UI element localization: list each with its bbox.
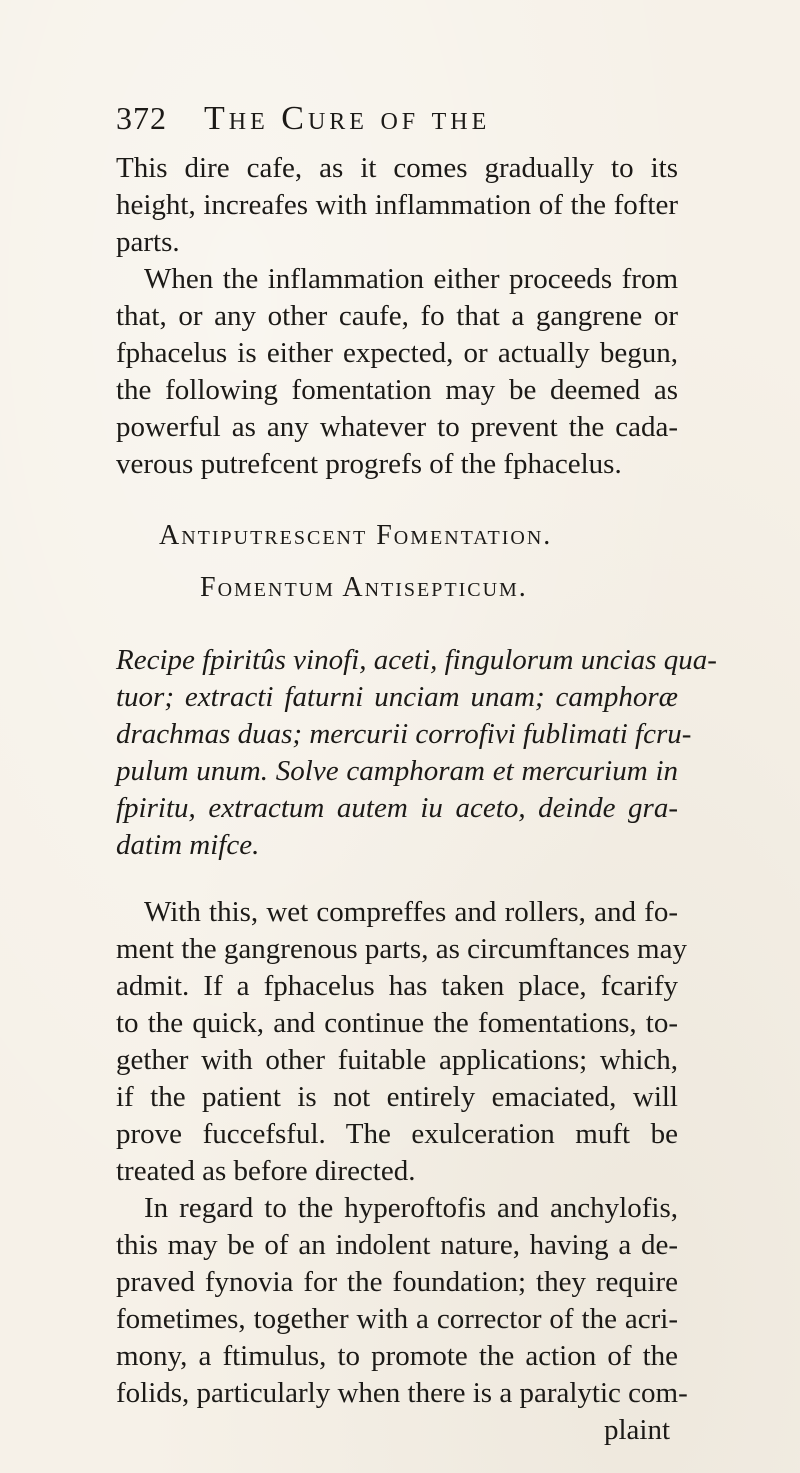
text-line: pulum unum. Solve camphoram et mercurium in: [116, 755, 678, 787]
text-line: Recipe fpiritûs vinofi, aceti, fingulorum uncias qua-: [116, 644, 717, 676]
text-line: the following fomentation may be deemed as: [116, 374, 678, 406]
paragraph-1: [116, 150, 678, 261]
text-line: ment the gangrenous parts, as circumftances may: [116, 933, 687, 965]
text-line: datim mifce.: [116, 829, 260, 861]
text-line: to the quick, and continue the fomentations, to-: [116, 1007, 678, 1039]
text-line: treated as before directed.: [116, 1155, 416, 1187]
section-heading-english: Antiputrescent Fomentation.: [159, 520, 553, 551]
text-line: admit. If a fphacelus has taken place, fcarify: [116, 970, 678, 1002]
text-line: fphacelus is either expected, or actually begun,: [116, 337, 678, 369]
section-heading-latin: Fomentum Antisepticum.: [200, 572, 528, 603]
text-line: folids, particularly when there is a paralytic com-: [116, 1377, 688, 1409]
text-line: When the inflammation either proceeds from: [144, 263, 678, 295]
text-line: prove fuccefsful. The exulceration muft be: [116, 1118, 678, 1150]
text-line: In regard to the hyperoftofis and anchylofis,: [144, 1192, 678, 1224]
running-head: The Cure of the: [204, 100, 491, 137]
text-line: height, increafes with inflammation of the fofter: [116, 189, 678, 221]
text-line: With this, wet compreffes and rollers, and fo-: [144, 896, 678, 928]
text-line: drachmas duas; mercurii corrofivi fublimati fcru-: [116, 718, 692, 750]
text-line: parts.: [116, 226, 180, 258]
recipe-paragraph: [116, 642, 717, 864]
paragraph-3: [116, 894, 687, 1190]
text-line: verous putrefcent progrefs of the fphacelus.: [116, 448, 622, 480]
text-line: powerful as any whatever to prevent the cada-: [116, 411, 678, 443]
text-line: gether with other fuitable applications; which,: [116, 1044, 678, 1076]
text-line: this may be of an indolent nature, having a de-: [116, 1229, 678, 1261]
page-header: [116, 100, 678, 140]
text-line: if the patient is not entirely emaciated, will: [116, 1081, 678, 1113]
paragraph-4: [116, 1190, 688, 1449]
text-line: This dire cafe, as it comes gradually to its: [116, 152, 678, 184]
text-line: fpiritu, extractum autem iu aceto, deinde gra-: [116, 792, 678, 824]
text-line: fometimes, together with a corrector of the acri-: [116, 1303, 678, 1335]
catchword: plaint: [603, 1414, 670, 1446]
text-line: that, or any other caufe, fo that a gangrene or: [116, 300, 678, 332]
paragraph-2: [116, 261, 678, 483]
text-line: tuor; extracti faturni unciam unam; camphoræ: [116, 681, 678, 713]
page-number: 372: [116, 100, 167, 136]
text-line: praved fynovia for the foundation; they require: [116, 1266, 678, 1298]
text-line: mony, a ftimulus, to promote the action of the: [116, 1340, 678, 1372]
body-text: [116, 150, 717, 1449]
